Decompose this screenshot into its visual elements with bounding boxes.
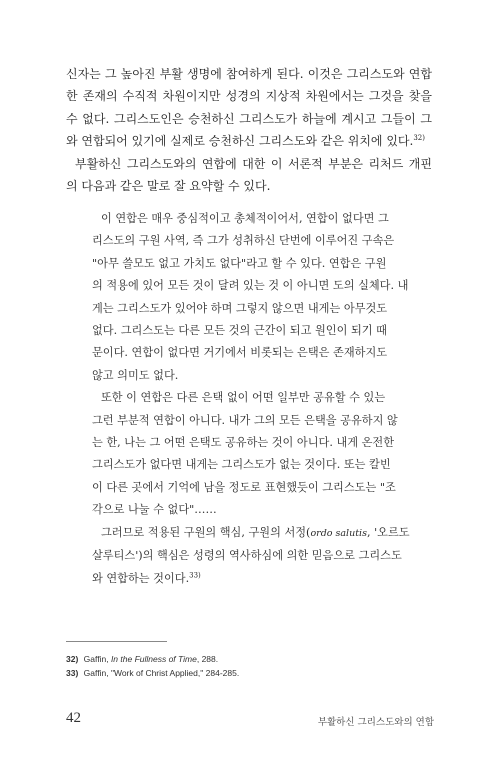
quote-line: 이 다른 곳에서 기억에 남을 정도로 표현했듯이 그리스도는 "조 xyxy=(92,480,396,494)
quote-line xyxy=(92,568,398,590)
footnote-33 xyxy=(66,666,239,680)
quote-line: 의 적용에 있어 모든 것이 달려 있는 것 이 아니면 도의 실체다. 내 xyxy=(92,279,409,293)
text-line: 수 없다. 그리스도인은 승천하신 그리스도가 하늘에 계시고 그들이 그 xyxy=(66,111,432,126)
block-quote xyxy=(92,208,410,590)
footnote-author: Gaffin, xyxy=(83,668,109,678)
quote-text: 와 연합하는 것이다. xyxy=(92,571,190,585)
footnote-ref-32[interactable]: 32) xyxy=(413,134,425,143)
text-line: 의 다음과 같은 말로 잘 요약할 수 있다. xyxy=(66,179,271,194)
quote-line: "아무 쓸모도 없고 가치도 없다"라고 할 수 있다. 연합은 구원 xyxy=(92,256,387,270)
quote-line xyxy=(92,522,410,545)
quote-line: 문이다. 연합이 없다면 거기에서 비롯되는 은택은 존재하지도 xyxy=(92,346,388,360)
footnotes xyxy=(66,652,239,680)
quote-line: 없다. 그리스도는 다른 모든 것의 근간이 되고 원인이 되기 때 xyxy=(92,324,387,338)
quote-text: 그러므로 적용된 구원의 핵심, 구원의 서정( xyxy=(101,525,311,539)
footnote-ref-33[interactable]: 33) xyxy=(189,570,201,579)
text-line-content: 와 연합되어 있기에 실제로 승천하신 그리스도와 같은 위치에 있다. xyxy=(66,134,414,149)
quote-text: , '오르도 xyxy=(366,525,410,539)
quote-line: 또한 이 연합은 다른 은택 없이 어떤 일부만 공유할 수 있는 xyxy=(101,391,386,405)
quote-line: 각으로 나눌 수 없다"…… xyxy=(92,503,217,517)
quote-line: 그런 부분적 연합이 아니다. 내가 그의 모든 은택을 공유하지 않 xyxy=(92,413,398,427)
quote-line: 는 한, 나는 그 어떤 은택도 공유하는 것이 아니다. 내게 온전한 xyxy=(92,436,395,450)
footnote-title: In the Fullness of Time xyxy=(110,654,197,664)
quote-line: 그리스도가 없다면 내게는 그리스도가 없는 것이다. 또는 칼빈 xyxy=(92,458,391,472)
text-line: 한 존재의 수직적 차원이지만 성경의 지상적 차원에서는 그것을 찾을 xyxy=(66,89,432,104)
running-head: 부활하신 그리스도와의 연합 xyxy=(317,717,434,728)
quote-line: 이 연합은 매우 중심적이고 총체적이어서, 연합이 없다면 그 xyxy=(101,212,389,225)
quote-line: 게는 그리스도가 있어야 하며 그렇지 않으면 내게는 아무것도 xyxy=(92,301,388,315)
footnote-number: 32) xyxy=(66,654,79,664)
text-line: 신자는 그 높아진 부활 생명에 참여하게 된다. 이것은 그리스도와 연합 xyxy=(66,67,432,81)
footnote-32 xyxy=(66,652,239,666)
quote-line: 리스도의 구원 사역, 즉 그가 성취하신 단번에 이루어진 구속은 xyxy=(92,234,395,248)
text-line: 부활하신 그리스도와의 연합에 대한 이 서론적 부분은 리처드 개핀 xyxy=(75,156,432,171)
quote-line: 않고 의미도 없다. xyxy=(92,368,179,382)
text-line xyxy=(66,130,432,152)
main-paragraph xyxy=(66,63,432,197)
latin-term: ordo salutis xyxy=(310,527,367,539)
footnote-divider xyxy=(66,641,167,642)
footnote-rest: 284-285. xyxy=(203,668,240,678)
page-number: 42 xyxy=(66,710,81,726)
footnote-author: Gaffin, xyxy=(83,654,109,664)
footnote-rest: , 288. xyxy=(196,654,219,664)
footnote-title: "Work of Christ Applied," xyxy=(110,668,204,678)
quote-line: 살루티스')의 핵심은 성령의 역사하심에 의한 믿음으로 그리스도 xyxy=(92,549,402,563)
footnote-number: 33) xyxy=(66,668,79,678)
